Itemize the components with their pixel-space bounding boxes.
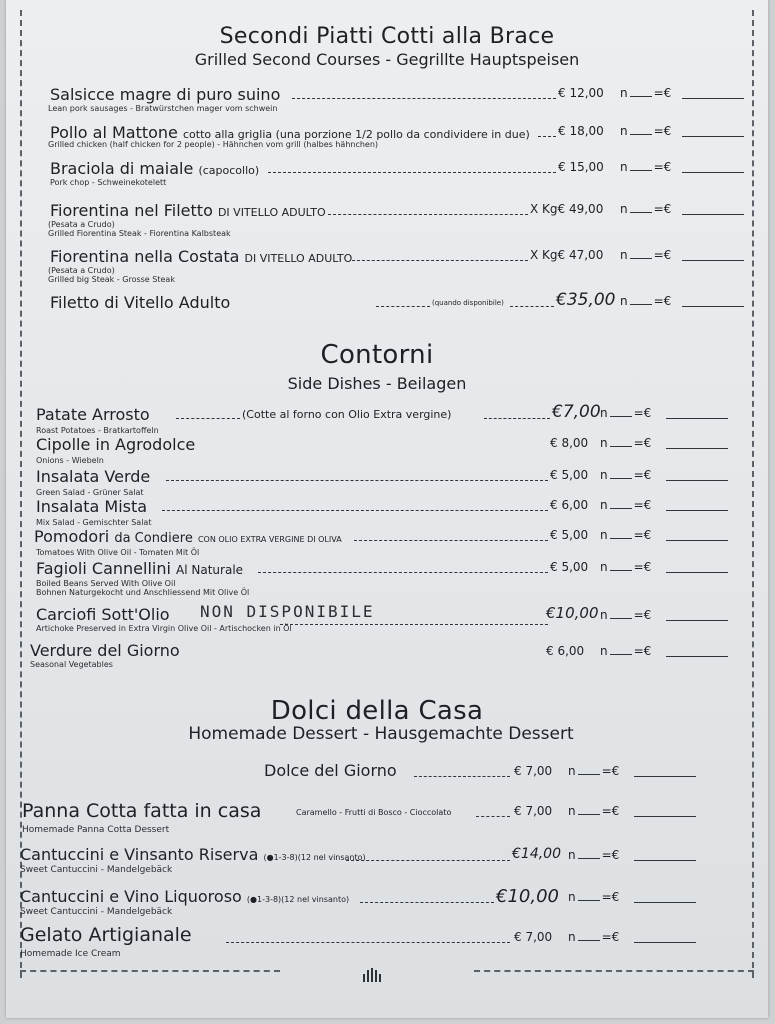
item-translation: Pork chop - Schweinekotelett — [50, 178, 167, 187]
item-name: Verdure del Giorno — [30, 641, 180, 660]
leader-dots — [292, 98, 556, 99]
menu-item — [6, 640, 768, 680]
item-translation: Seasonal Vegetables — [30, 660, 113, 669]
contorni-title: Contorni — [320, 340, 434, 370]
leader-dots — [226, 942, 510, 943]
quantity-field[interactable]: n =€ — [600, 436, 652, 450]
item-name: Insalata Mista — [36, 497, 148, 516]
item-price: €14,00 — [512, 846, 561, 862]
total-field[interactable] — [634, 902, 696, 903]
quantity-field[interactable]: n =€ — [600, 644, 652, 658]
item-name: Dolce del Giorno — [264, 761, 397, 780]
total-field[interactable] — [682, 306, 744, 307]
item-price: € 7,00 — [514, 930, 553, 944]
item-price: € 6,00 — [546, 644, 585, 658]
item-price: €7,00 — [552, 402, 601, 422]
quantity-field[interactable]: n =€ — [600, 560, 652, 574]
total-field[interactable] — [634, 816, 696, 817]
quantity-field[interactable]: n =€ — [600, 498, 652, 512]
item-name: Fagioli Cannellini Al Naturale — [36, 559, 244, 578]
leader-dots — [352, 260, 528, 261]
leader-dots — [354, 540, 548, 541]
item-price: € 5,00 — [550, 560, 589, 574]
quantity-field[interactable]: n =€ — [568, 890, 620, 904]
item-translation: Onions - Wiebeln — [36, 456, 104, 465]
menu-item — [6, 800, 768, 840]
total-field[interactable] — [682, 172, 744, 173]
total-field[interactable] — [634, 942, 696, 943]
item-translation: Sweet Cantuccini - Mandelgebäck — [20, 865, 173, 875]
item-translation: Homemade Ice Cream — [20, 949, 121, 959]
bottom-dashed-border-right — [474, 970, 754, 972]
quantity-field[interactable]: n =€ — [568, 804, 620, 818]
item-translation: (Pesata a Crudo) — [48, 220, 115, 229]
item-price: € 7,00 — [514, 764, 553, 778]
item-translation: Sweet Cantuccini - Mandelgebäck — [20, 907, 173, 917]
total-field[interactable] — [666, 510, 728, 511]
quantity-field[interactable]: n =€ — [568, 764, 620, 778]
item-price: €10,00 — [496, 886, 559, 907]
item-translation: Green Salad - Grüner Salat — [36, 488, 144, 497]
item-price: € 6,00 — [550, 498, 589, 512]
total-field[interactable] — [666, 448, 728, 449]
item-name: Filetto di Vitello Adulto — [50, 293, 231, 312]
total-field[interactable] — [666, 620, 728, 621]
menu-item — [6, 926, 768, 966]
item-name: Pollo al Mattone cotto alla griglia (una porzione 1/2 pollo da condividere in due) — [50, 123, 530, 142]
secondi-title: Secondi Piatti Cotti alla Brace — [219, 24, 555, 49]
leader-dots — [176, 418, 240, 419]
item-price: € 8,00 — [550, 436, 589, 450]
total-field[interactable] — [682, 98, 744, 99]
total-field[interactable] — [666, 656, 728, 657]
quantity-field[interactable]: n =€ — [600, 468, 652, 482]
item-price: X Kg€ 49,00 — [530, 202, 604, 216]
quantity-field[interactable]: n =€ — [620, 124, 672, 138]
total-field[interactable] — [634, 860, 696, 861]
leader-dots — [414, 776, 510, 777]
item-price: € 5,00 — [550, 528, 589, 542]
handwritten-unavailable-note: NON DISPONIBILE — [200, 602, 375, 621]
item-price: € 15,00 — [558, 160, 604, 174]
item-name: Insalata Verde — [36, 467, 151, 486]
leader-dots — [484, 418, 550, 419]
leader-dots — [268, 172, 556, 173]
leader-dots — [162, 510, 548, 511]
item-price: € 5,00 — [550, 468, 589, 482]
quantity-field[interactable]: n =€ — [600, 608, 652, 622]
menu-item — [6, 84, 768, 124]
total-field[interactable] — [666, 572, 728, 573]
menu-item — [6, 558, 768, 598]
total-field[interactable] — [634, 776, 696, 777]
restaurant-logo-icon — [361, 968, 383, 982]
total-field[interactable] — [666, 418, 728, 419]
quantity-field[interactable]: n =€ — [620, 86, 672, 100]
item-translation: Roast Potatoes - Bratkartoffeln — [36, 426, 159, 435]
item-price: € 12,00 — [558, 86, 604, 100]
item-name: Patate Arrosto — [36, 405, 150, 424]
menu-item — [6, 292, 768, 332]
item-note: (quando disponibile) — [432, 299, 504, 307]
item-translation: Artichoke Preserved in Extra Virgin Olive Oil - Artischocken in Öl — [36, 624, 292, 633]
item-price: X Kg€ 47,00 — [530, 248, 604, 262]
menu-item — [6, 760, 768, 800]
item-name: Carciofi Sott'Olio — [36, 605, 170, 624]
item-name: Cipolle in Agrodolce — [36, 435, 196, 454]
menu-item — [6, 122, 768, 162]
item-name: Cantuccini e Vinsanto Riserva (●1-3-8)(12 nel vinsanto) — [20, 845, 366, 864]
leader-dots — [376, 306, 430, 307]
item-name: Salsicce magre di puro suino — [50, 85, 281, 104]
menu-item — [6, 200, 768, 240]
item-name: Panna Cotta fatta in casa — [22, 800, 262, 822]
item-translation: Bohnen Naturgekocht und Anschliessend Mit Olive Öl — [36, 588, 250, 597]
item-name: Fiorentina nel Filetto DI VITELLO ADULTO — [50, 201, 326, 220]
item-note: Caramello - Frutti di Bosco - Cioccolato — [296, 808, 452, 817]
item-translation: Homemade Panna Cotta Dessert — [22, 825, 170, 835]
total-field[interactable] — [682, 136, 744, 137]
leader-dots — [360, 902, 494, 903]
leader-dots — [280, 624, 548, 625]
item-translation: Tomatoes With Olive Oil - Tomaten Mit Öl — [36, 548, 200, 557]
menu-item — [6, 604, 768, 644]
item-translation: Grilled chicken (half chicken for 2 people) - Hähnchen vom grill (halbes hähnchen) — [48, 140, 379, 149]
leader-dots — [346, 860, 510, 861]
item-price: € 7,00 — [514, 804, 553, 818]
quantity-field[interactable]: n =€ — [600, 528, 652, 542]
item-name: Cantuccini e Vino Liquoroso (●1-3-8)(12 nel vinsanto) — [20, 887, 350, 906]
quantity-field[interactable]: n =€ — [620, 294, 672, 308]
total-field[interactable] — [666, 540, 728, 541]
item-name: Fiorentina nella Costata DI VITELLO ADULTO — [50, 247, 353, 266]
item-name: Gelato Artigianale — [20, 924, 192, 946]
leader-dots — [538, 136, 556, 137]
total-field[interactable] — [682, 260, 744, 261]
dolci-title: Dolci della Casa — [270, 696, 484, 726]
menu-item — [6, 246, 768, 286]
item-price: € 18,00 — [558, 124, 604, 138]
dolci-subtitle: Homemade Dessert - Hausgemachte Dessert — [188, 724, 574, 744]
contorni-subtitle: Side Dishes - Beilagen — [287, 374, 467, 393]
quantity-field[interactable]: n =€ — [600, 406, 652, 420]
menu-item — [6, 844, 768, 884]
item-note: (Cotte al forno con Olio Extra vergine) — [242, 408, 452, 421]
leader-dots — [476, 816, 510, 817]
bottom-dashed-border-left — [20, 970, 280, 972]
quantity-field[interactable]: n =€ — [568, 848, 620, 862]
item-price: €35,00 — [556, 290, 616, 310]
item-translation: Grilled Fiorentina Steak - Fiorentina Kalbsteak — [48, 229, 231, 238]
item-name: Pomodori da Condiere CON OLIO EXTRA VERGINE DI OLIVA — [34, 527, 342, 546]
item-translation: Lean pork sausages - Bratwürstchen mager vom schwein — [48, 104, 278, 113]
item-translation: Boiled Beans Served With Olive Oil — [36, 579, 176, 588]
item-translation: Grilled big Steak - Grosse Steak — [48, 275, 175, 284]
menu-page — [6, 0, 768, 1018]
quantity-field[interactable]: n =€ — [568, 930, 620, 944]
leader-dots — [328, 214, 528, 215]
total-field[interactable] — [666, 480, 728, 481]
leader-dots — [166, 480, 548, 481]
menu-item — [6, 158, 768, 198]
leader-dots — [258, 572, 548, 573]
item-translation: (Pesata a Crudo) — [48, 266, 115, 275]
quantity-field[interactable]: n =€ — [620, 160, 672, 174]
item-price: €10,00 — [546, 604, 599, 622]
item-translation: Mix Salad - Gemischter Salat — [36, 518, 152, 527]
menu-item — [6, 886, 768, 926]
secondi-subtitle: Grilled Second Courses - Gegrillte Hauptspeisen — [194, 50, 580, 69]
quantity-field[interactable]: n =€ — [620, 248, 672, 262]
item-name: Braciola di maiale (capocollo) — [50, 159, 260, 178]
quantity-field[interactable]: n =€ — [620, 202, 672, 216]
total-field[interactable] — [682, 214, 744, 215]
leader-dots — [510, 306, 554, 307]
